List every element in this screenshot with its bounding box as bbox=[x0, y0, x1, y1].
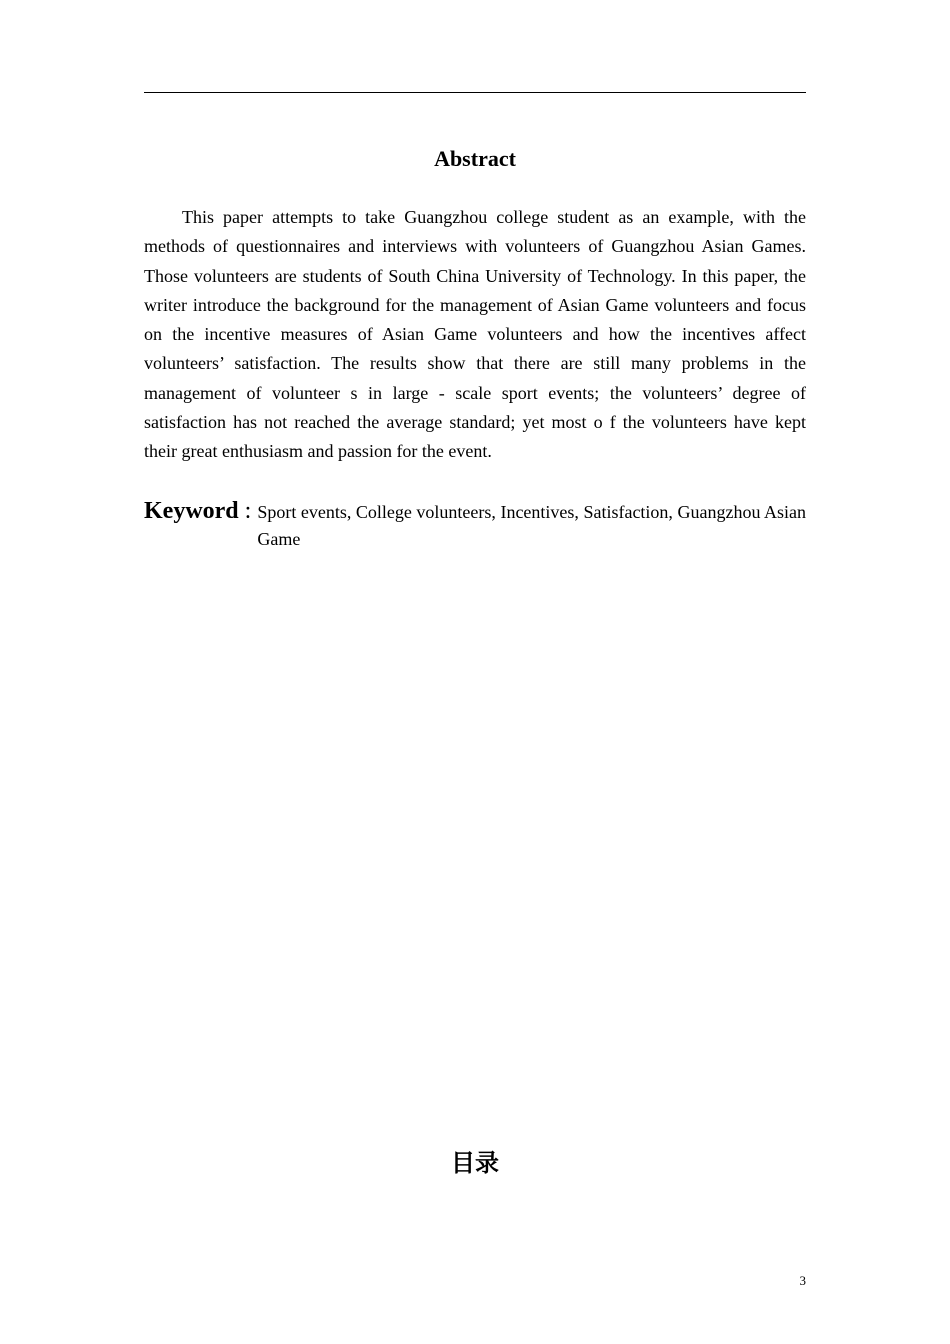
keywords-list: Sport events, College volunteers, Incentives, Satisfaction, Guangzhou Asian Game bbox=[257, 502, 806, 549]
toc-heading: 目录 bbox=[451, 1149, 499, 1177]
abstract-paragraph: This paper attempts to take Guangzhou college student as an example, with the methods of questionnaires and interviews with volunteers of Guangzhou Asian Games. Those volunteers are students of South China University of Technology. In this paper, the writer introduce the background for the management of Asian Game volunteers and focus on the incentive measures of Asian Game volunteers and how the incentives affect volunteers’ satisfaction. The results show that there are still many problems in the management of volunteer s in large - scale sport events; the volunteers’ degree of satisfaction has not reached the average standard; yet most o f the volunteers have kept their great enthusiasm and passion for the event. bbox=[144, 207, 806, 462]
page-number: 3 bbox=[799, 1273, 806, 1288]
header-rule bbox=[144, 92, 806, 93]
abstract-heading: Abstract bbox=[434, 146, 516, 171]
keywords-section bbox=[144, 494, 806, 553]
keyword-colon: : bbox=[244, 498, 252, 524]
keyword-label: Keyword bbox=[144, 498, 239, 524]
